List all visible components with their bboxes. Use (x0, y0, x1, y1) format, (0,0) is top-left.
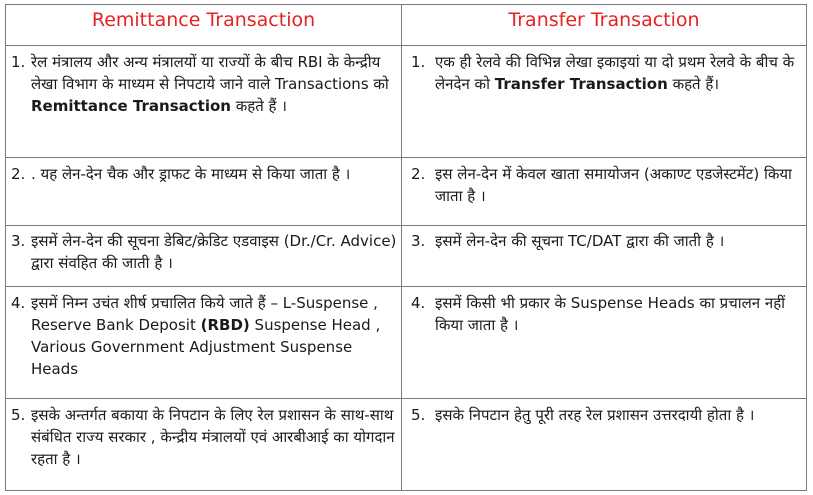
header-divider (5, 45, 807, 46)
remittance-point-1 (11, 51, 397, 117)
point-number: 4. (11, 294, 26, 312)
remittance-point-4 (11, 292, 397, 380)
row-divider-4 (5, 398, 807, 399)
column-divider (401, 4, 402, 491)
point-text-bold: (RBD) (200, 316, 250, 334)
row-divider-1 (5, 157, 807, 158)
point-text-end: कहते हैं। (667, 75, 720, 93)
point-text: . यह लेन-देन चैक और ड्राफट के माध्यम से किया जाता है । (31, 165, 351, 183)
point-text: इसमें लेन-देन की सूचना TC/DAT द्वारा की जाती है । (435, 232, 725, 250)
point-text: रेल मंत्रालय और अन्य मंत्रालयों या राज्यों के बीच RBI के केन्द्रीय लेखा विभाग के माध्यम से निपटाये जाने वाले Transactions को (31, 53, 389, 93)
point-number: 1. (11, 53, 26, 71)
point-text: इसके निपटान हेतु पूरी तरह रेल प्रशासन उत्तरदायी होता है । (435, 406, 755, 424)
point-text: इसमें लेन-देन की सूचना डेबिट/क्रेडिट एडवाइस (Dr./Cr. Advice) द्वारा संवहित की जाती है । (31, 232, 397, 272)
point-number: 5. (411, 406, 426, 424)
point-text: इसके अन्तर्गत बकाया के निपटान के लिए रेल प्रशासन के साथ-साथ संबंधित राज्य सरकार , केन्द्रीय मंत्रालयों एवं आरबीआई का योगदान रहता है । (31, 406, 395, 468)
transfer-point-1 (411, 51, 801, 95)
remittance-point-3 (11, 230, 397, 274)
transfer-point-3 (411, 230, 801, 252)
point-text: इसमें किसी भी प्रकार के Suspense Heads का प्रचालन नहीं किया जाता है । (435, 294, 786, 334)
remittance-point-5 (11, 404, 397, 470)
point-number: 5. (11, 406, 26, 424)
point-number: 2. (11, 165, 26, 183)
row-divider-3 (5, 286, 807, 287)
point-number: 4. (411, 294, 426, 312)
point-number: 1. (411, 53, 426, 71)
transfer-header: Transfer Transaction (508, 9, 700, 31)
table-border-bottom (5, 490, 807, 491)
point-text-bold: Transfer Transaction (494, 75, 668, 93)
point-text: एक ही रेलवे की विभिन्न लेखा इकाइयां या दो प्रथम रेलवे के बीच के लेनदेन को (435, 53, 795, 93)
point-text-end: कहते हैं । (230, 97, 287, 115)
point-text-end: Suspense Head , Various Government Adjustment Suspense Heads (31, 316, 381, 378)
table-border-right (806, 4, 807, 491)
remittance-header: Remittance Transaction (91, 9, 316, 31)
point-number: 3. (11, 232, 26, 250)
row-divider-2 (5, 225, 807, 226)
table-border-left (5, 4, 6, 491)
point-number: 2. (411, 165, 426, 183)
point-text-bold: Remittance Transaction (31, 97, 231, 115)
point-text: इसमें निम्न उचंत शीर्ष प्रचालित किये जाते हैं – L-Suspense , Reserve Bank Deposit (31, 294, 378, 334)
point-number: 3. (411, 232, 426, 250)
remittance-point-2 (11, 163, 397, 185)
transfer-point-4 (411, 292, 801, 336)
transfer-point-5 (411, 404, 801, 426)
point-text: इस लेन-देन में केवल खाता समायोजन (अकाण्ट एडजेस्टमेंट) किया जाता है । (435, 165, 792, 205)
transfer-point-2 (411, 163, 801, 207)
